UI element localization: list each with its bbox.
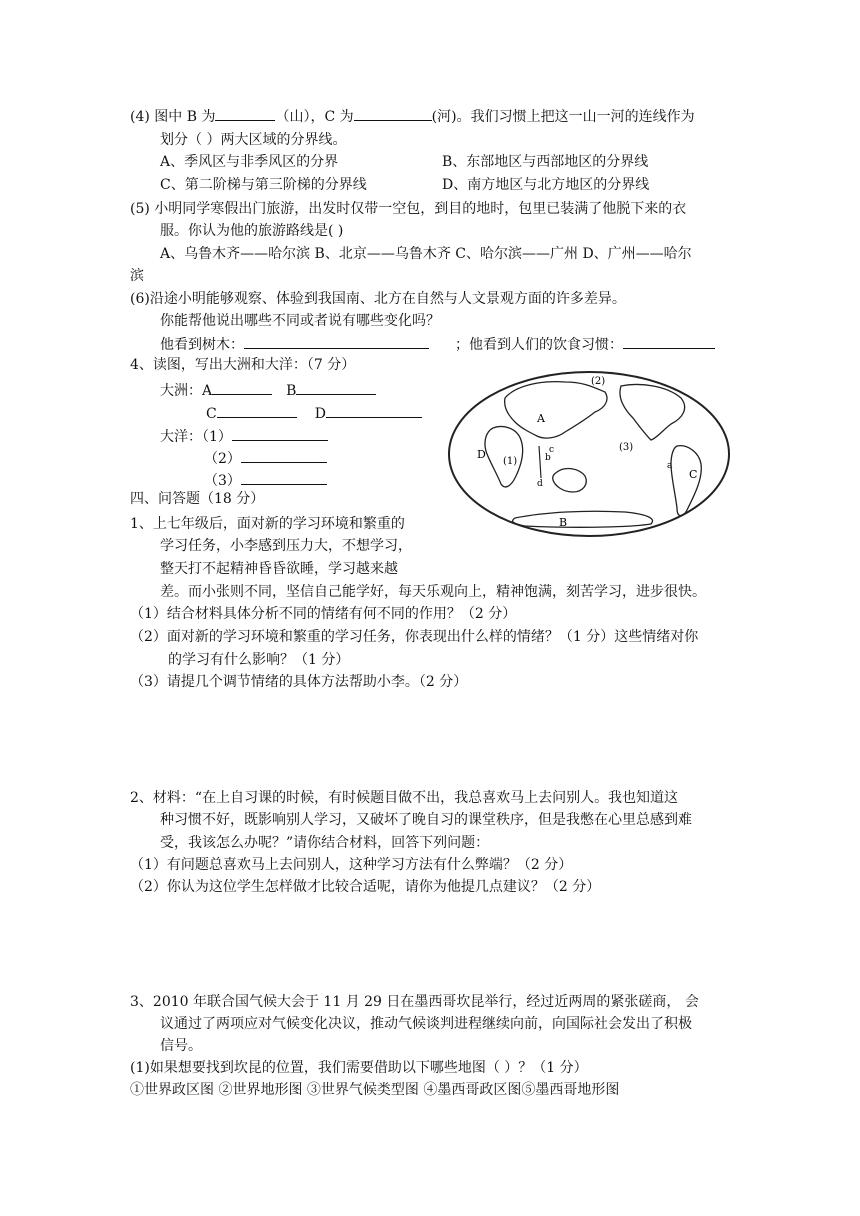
answer-blank-ocean-3[interactable] [241,470,327,485]
q1-sub2a: （2）面对新的学习环境和繁重的学习任务，你表现出什么样的情绪？（1 分）这些情绪对你 [130,629,699,645]
map-label-c: C [689,468,698,481]
ocean-label-2: （2） [204,451,241,467]
continent-label-a: 大洲：A [160,383,213,399]
part4-title: 四、问答题（18 分） [130,491,265,507]
q3-map-options: ①世界政区图 ②世界地形图 ③世界气候类型图 ④墨西哥政区图⑤墨西哥地形图 [130,1082,620,1098]
q2-line1: 2、材料：“在上自习课的时候，有时候题目做不出，我总喜欢马上去问别人。我也知道这 [130,790,679,806]
q6-food-label: ；他看到人们的饮食习惯： [455,337,623,353]
q4-line2: 划分（ ）两大区域的分界线。 [160,132,347,148]
q1-line2: 学习任务，小李感到压力大，不想学习， [160,538,412,554]
answer-blank-continent-b[interactable] [296,380,376,395]
map-label-ocean-1: (1) [503,456,518,467]
q5-line1: (5) 小明同学寒假出门旅游，出发时仅带一空包，到目的地时，包里已装满了他脱下来的衣 [130,201,687,217]
q4-option-d: D、南方地区与北方地区的分界线 [442,177,650,193]
map-label-small-b: b [545,453,551,463]
map-label-d: D [477,448,486,461]
ocean-row2 [204,448,327,469]
map-label-small-d: d [537,479,543,489]
q5-line2: 服。你认为他的旅游路线是( ) [160,223,344,239]
q3-line2: 议通过了两项应对气候变化决议，推动气候谈判进程继续向前，向国际社会发出了积极 [160,1016,692,1032]
q1-sub1: （1）结合材料具体分析不同的情绪有何不同的作用？（2 分） [130,606,517,622]
continent-north-america [620,385,685,441]
q4-option-a: A、季风区与非季风区的分界 [160,154,339,170]
q4-line1 [130,106,695,127]
answer-blank-food[interactable] [623,334,715,349]
answer-blank-trees[interactable] [244,334,429,349]
continent-asia-europe [505,382,607,438]
q2-sub2: （2）你认为这位学生怎样做才比较合适呢，请你为他提几点建议？（2 分） [130,879,601,895]
q4-text-a: (4) 图中 B 为 [130,109,216,125]
ocean-label-1: 大洋：（1） [160,429,232,445]
q5-line4: 滨 [130,268,144,284]
answer-blank-c[interactable] [354,106,432,121]
answer-blank-b[interactable] [215,106,275,121]
answer-blank-continent-a[interactable] [212,380,272,395]
q1-line1: 1、上七年级后，面对新的学习环境和繁重的 [130,516,405,532]
q4-option-c: C、第二阶梯与第三阶梯的分界线 [160,177,367,193]
q2-line2: 种习惯不好，既影响别人学习，又破坏了晚自习的课堂秩序，但是我憋在心里总感到难 [160,812,692,828]
q4-text-b: （山），C 为 [275,109,354,125]
q3-line3: 信号。 [160,1038,202,1054]
continent-label-b: B [286,383,297,399]
answer-blank-continent-d[interactable] [326,403,422,418]
continent-row2 [206,403,422,424]
map-label-a: A [537,412,545,425]
q1-sub3: （3）请提几个调节情绪的具体方法帮助小李。（2 分） [130,674,468,690]
ocean-row3 [204,470,327,491]
q6-line3 [160,334,715,355]
map-label-small-a: a [667,461,673,471]
ocean-label-3: （3） [204,473,241,489]
continent-label-d: D [314,406,326,422]
q4-text-c: (河)。我们习惯上把这一山一河的连线作为 [431,109,695,125]
continent-antarctica [513,511,653,527]
q3-line1: 3、2010 年联合国气候大会于 11 月 29 日在墨西哥坎昆举行，经过近两周的紧张磋商， 会 [130,994,699,1010]
q1-line3: 整天打不起精神昏昏欲睡，学习越来越 [160,561,398,577]
map-label-b: B [559,516,568,529]
equator-marker [539,446,541,478]
q5-line3: A、乌鲁木齐——哈尔滨 B、北京——乌鲁木齐 C、哈尔滨——广州 D、广州——哈尔 [160,246,692,262]
answer-blank-continent-c[interactable] [217,403,297,418]
map-label-ocean-2: (2) [591,376,606,387]
map-label-small-c: c [549,445,555,455]
q6-trees-label: 他看到树木： [160,337,244,353]
q3-sub1: (1)如果想要找到坎昆的位置，我们需要借助以下哪些地图（ ）？（1 分） [130,1060,588,1076]
map-label-ocean-3: (3) [619,442,634,453]
q2-line3: 受，我该怎么办呢？”请你结合材料，回答下列问题： [160,835,490,851]
continent-label-c: C [206,406,217,422]
q4-option-b: B、东部地区与西部地区的分界线 [442,154,649,170]
q2-sub1: （1）有问题总喜欢马上去问别人，这种学习方法有什么弊端？（2 分） [130,857,573,873]
ocean-row1 [160,426,328,447]
world-map [445,368,733,540]
q1-sub2b: 的学习有什么影响？（1 分） [168,652,350,668]
answer-blank-ocean-1[interactable] [232,426,328,441]
continent-australia [553,469,587,492]
answer-blank-ocean-2[interactable] [241,448,327,463]
continent-row1 [160,380,376,401]
q6-line2: 你能帮他说出哪些不同或者说有哪些变化吗？ [160,313,440,329]
q1-line4: 差。而小张则不同，坚信自己能学好，每天乐观向上，精神饱满，刻苦学习，进步很快。 [160,584,706,600]
section4-title: 4、读图，写出大洲和大洋：（7 分） [130,357,356,373]
q6-line1: (6)沿途小明能够观察、体验到我国南、北方在自然与人文景观方面的许多差异。 [130,291,626,307]
